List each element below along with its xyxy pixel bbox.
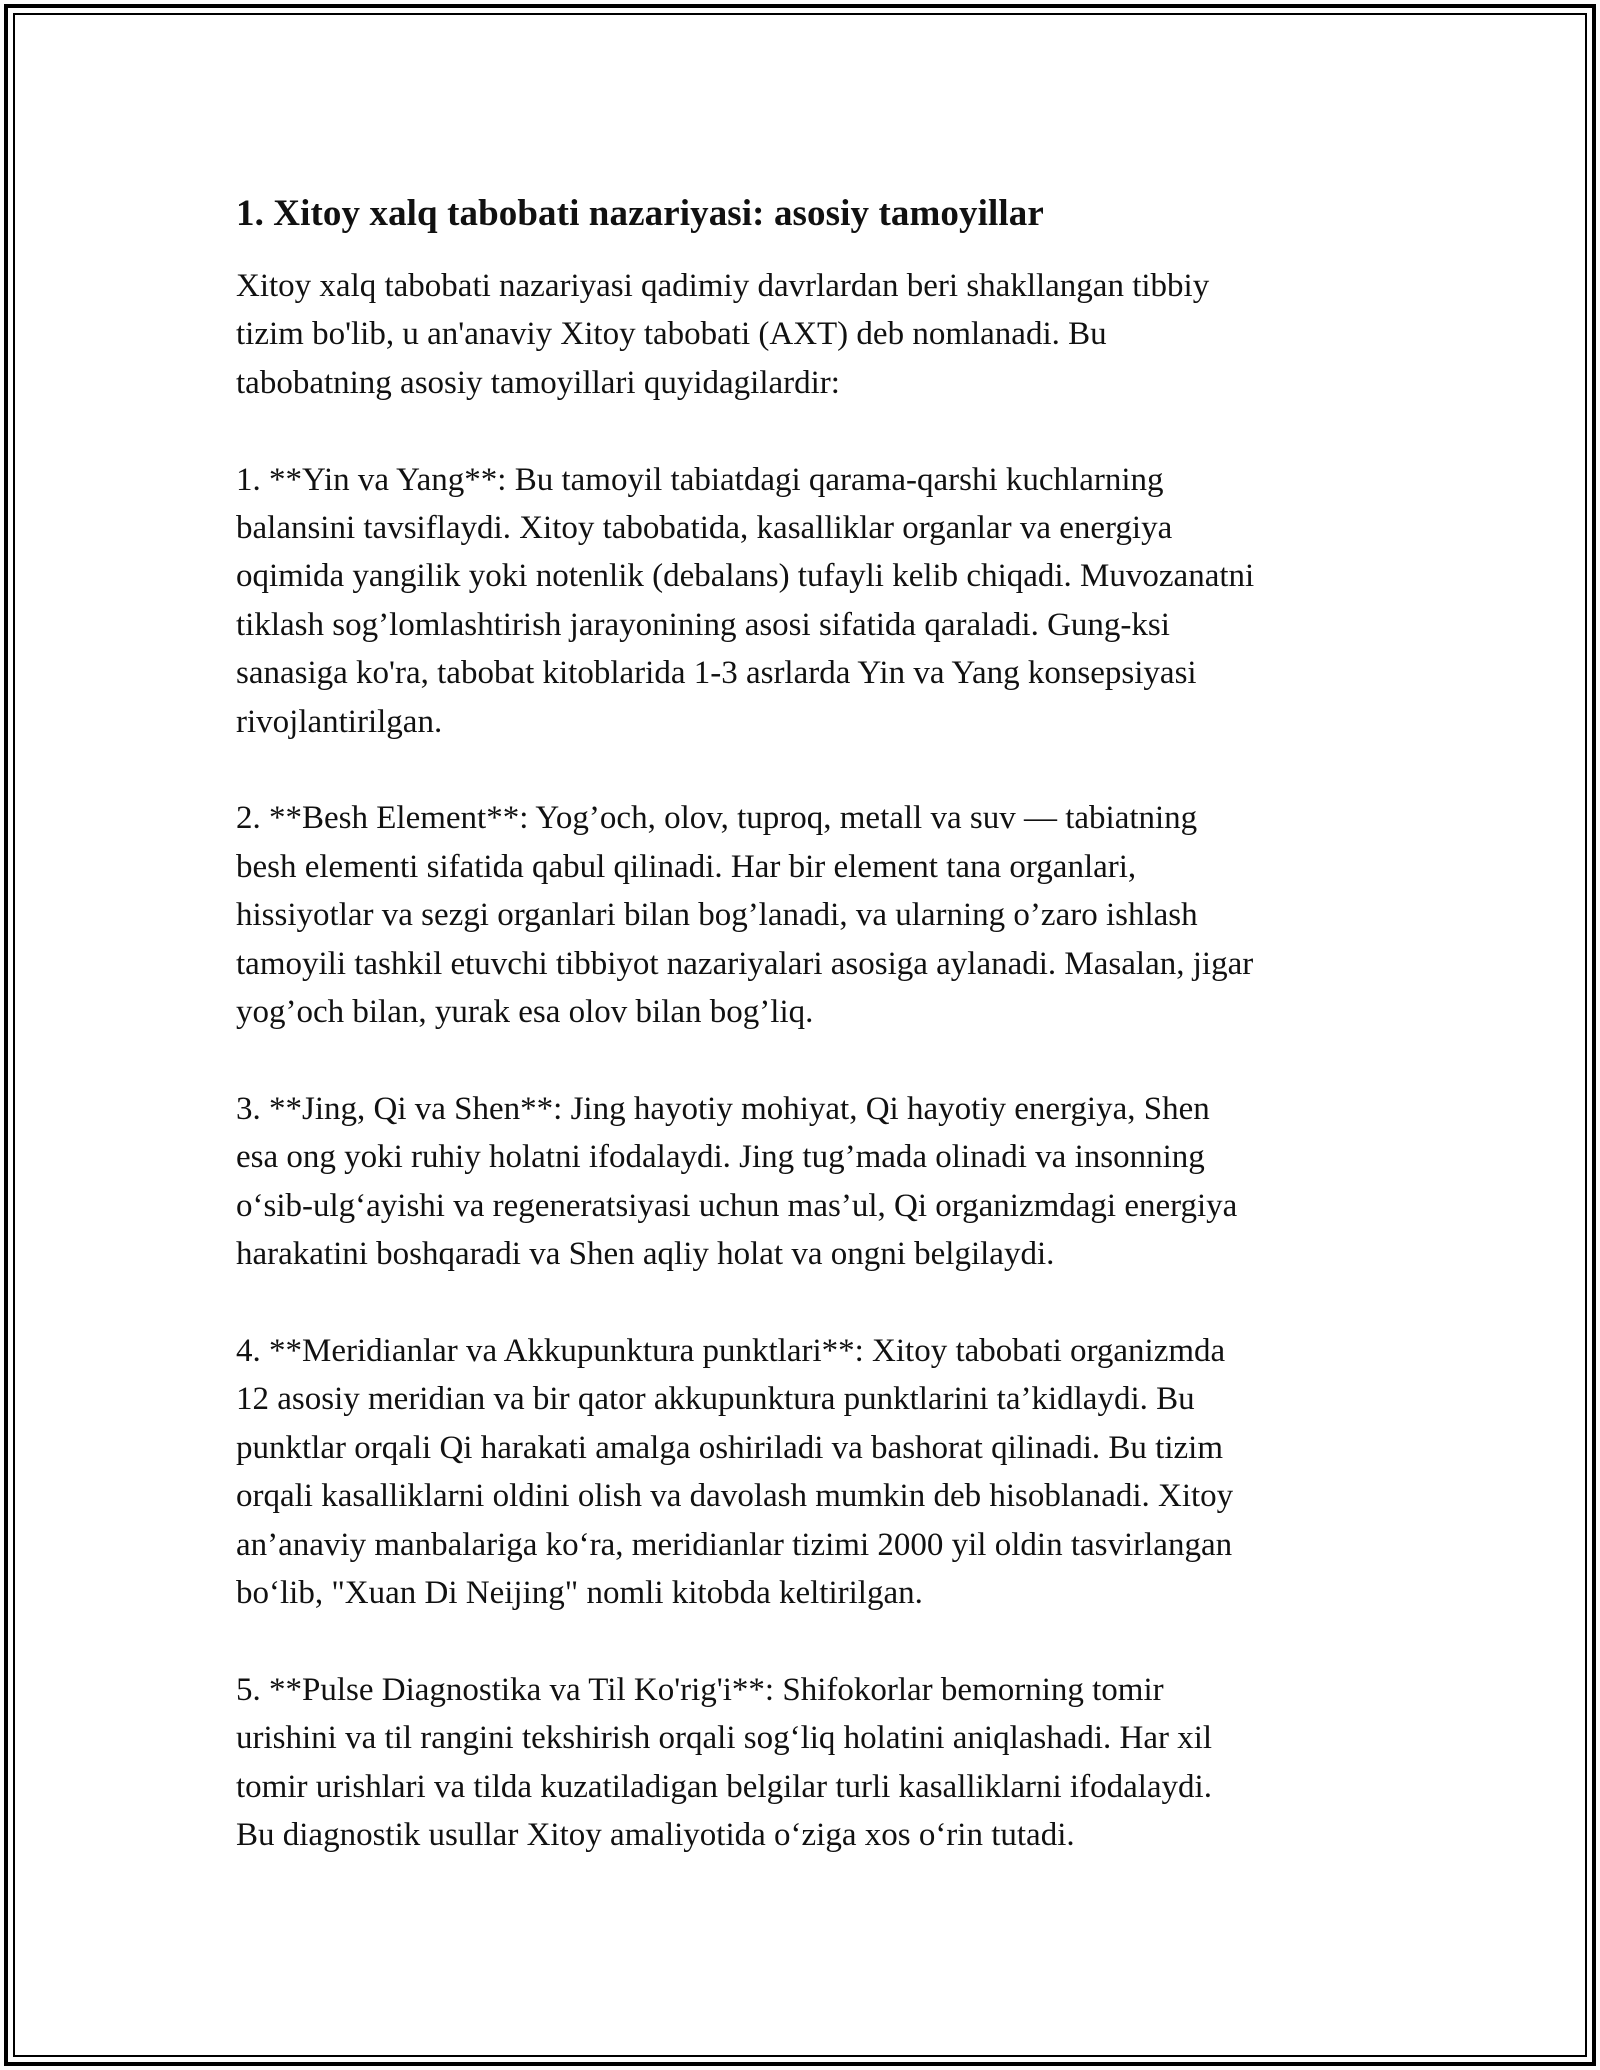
paragraph-five-elements: 2. **Besh Element**: Yog’och, olov, tuproq, metall va suv — tabiatning besh elementi sifatida qabul qilinadi. Har bir element tana organlari, hissiyotlar va sezgi organlari bilan bog’lanadi, va ularning o’zaro ishlash tamoyili tashkil etuvchi tibbiyot nazariyalari asosiga aylanadi. Masalan, jigar yog’och bilan, yurak esa olov bilan bog’liq. <box>236 800 1254 1031</box>
paragraph-meridians: 4. **Meridianlar va Akkupunktura punktlari**: Xitoy tabobati organizmda 12 asosiy meridian va bir qator akkupunktura punktlarini ta’kidlaydi. Bu punktlar orqali Qi harakati amalga oshiriladi va bashorat qilinadi. Bu tizim orqali kasalliklarni oldini olish va davolash mumkin deb hisoblanadi. Xitoy an’anaviy manbalariga ko‘ra, meridianlar tizimi 2000 yil oldin tasvirlangan bo‘lib, "Xuan Di Neijing" nomli kitobda keltirilgan. <box>236 1332 1234 1611</box>
paragraph-intro: Xitoy xalq tabobati nazariyasi qadimiy davrlardan beri shakllangan tibbiy tizim bo'lib, u an'anaviy Xitoy tabobati (AXT) deb nomlanadi. Bu tabobatning asosiy tamoyillari quyidagilardir: <box>236 268 1210 401</box>
document-body <box>236 186 1382 1859</box>
document-title: 1. Xitoy xalq tabobati nazariyasi: asosiy tamoyillar <box>236 193 1044 234</box>
paragraph-pulse-diagnostics: 5. **Pulse Diagnostika va Til Ko'rig'i**: Shifokorlar bemorning tomir urishini va til rangini tekshirish orqali sog‘liq holatini aniqlashadi. Har xil tomir urishlari va tilda kuzatiladigan belgilar turli kasalliklarni ifodalaydi. Bu diagnostik usullar Xitoy amaliyotida o‘ziga xos o‘rin tutadi. <box>236 1671 1213 1853</box>
paragraph-yin-yang: 1. **Yin va Yang**: Bu tamoyil tabiatdagi qarama-qarshi kuchlarning balansini tavsiflaydi. Xitoy tabobatida, kasalliklar organlar va energiya oqimida yangilik yoki notenlik (debalans) tufayli kelib chiqadi. Muvozanatni tiklash sog’lomlashtirish jarayonining asosi sifatida qaraladi. Gung-ksi sanasiga ko'ra, tabobat kitoblarida 1-3 asrlarda Yin va Yang konsepsiyasi rivojlantirilgan. <box>236 461 1255 740</box>
paragraph-jing-qi-shen: 3. **Jing, Qi va Shen**: Jing hayotiy mohiyat, Qi hayotiy energiya, Shen esa ong yoki ruhiy holatni ifodalaydi. Jing tug’mada olinadi va insonning o‘sib-ulg‘ayishi va regeneratsiyasi uchun mas’ul, Qi organizmdagi energiya harakatini boshqaradi va Shen aqliy holat va ongni belgilaydi. <box>236 1090 1238 1273</box>
